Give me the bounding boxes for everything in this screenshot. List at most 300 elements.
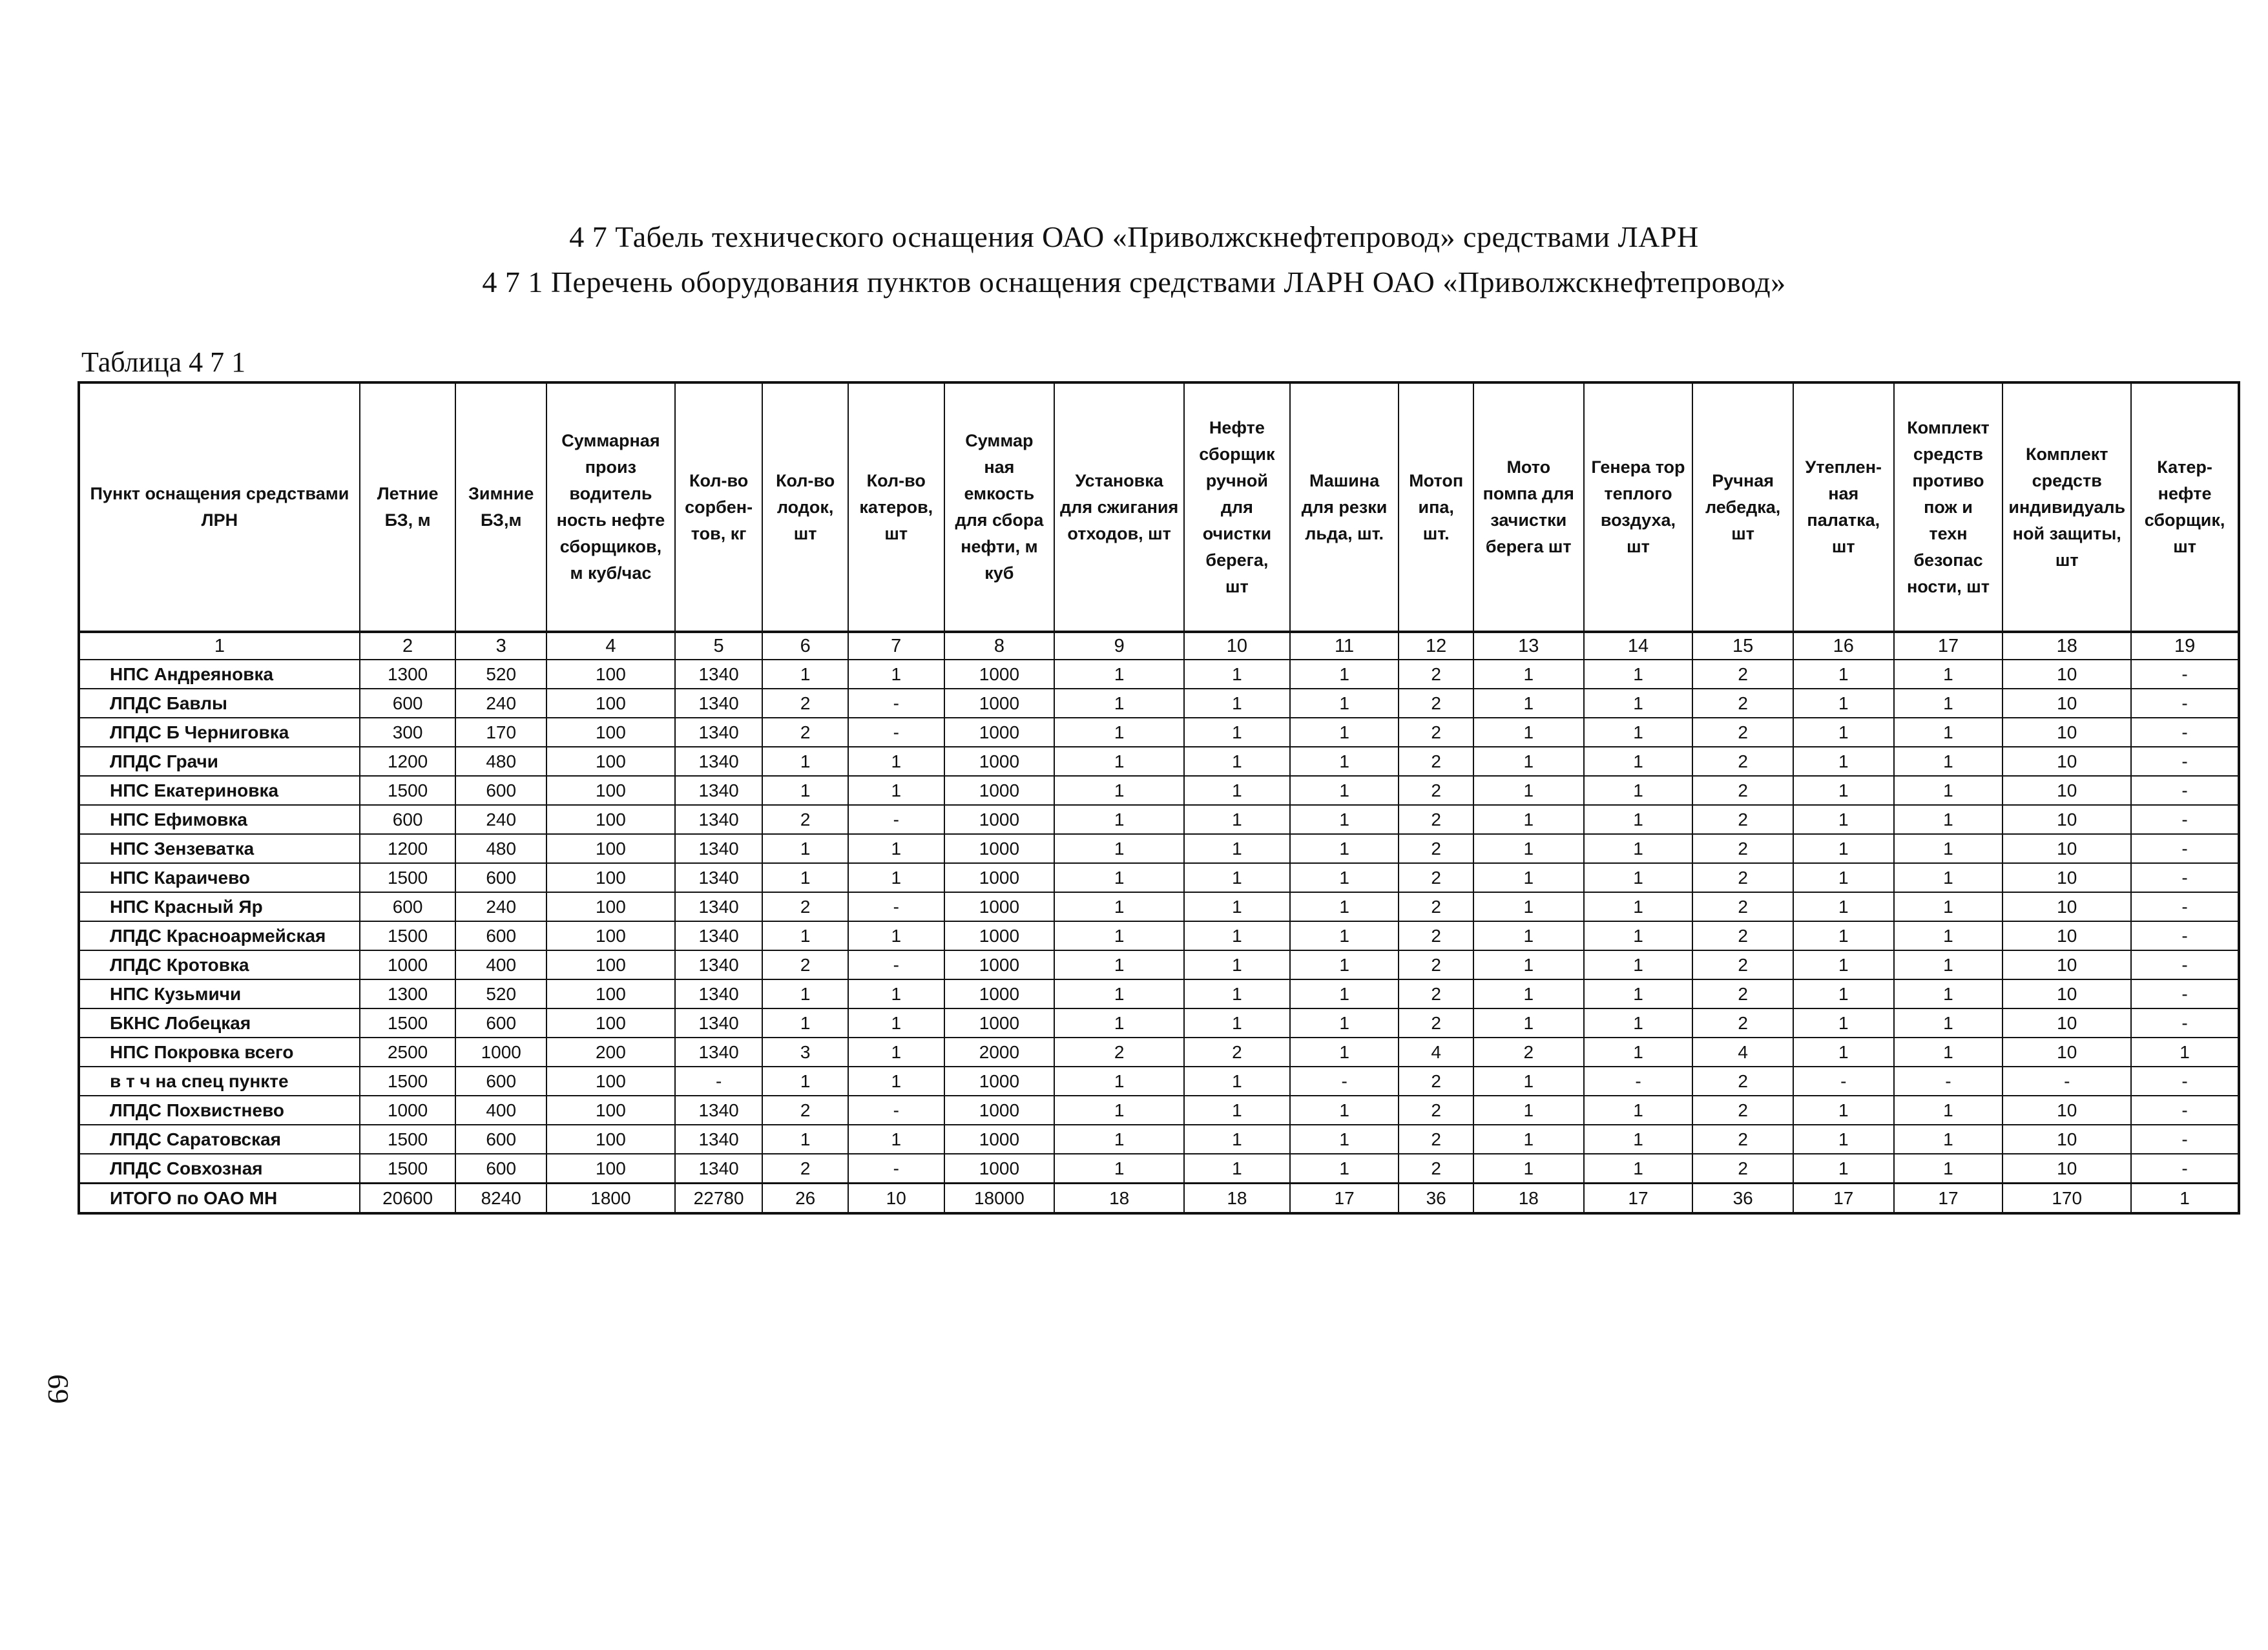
table-cell: 2 [762, 1096, 848, 1125]
table-cell: 1 [1184, 834, 1290, 863]
table-cell: 1340 [675, 1154, 763, 1184]
table-cell: 1340 [675, 892, 763, 921]
column-header: Комплект средств индивидуаль ной защиты, шт [2003, 382, 2131, 632]
table-cell: 100 [546, 950, 675, 979]
column-number: 5 [675, 632, 763, 660]
table-cell: 1800 [546, 1184, 675, 1214]
table-cell: 1 [1184, 892, 1290, 921]
table-cell: 1 [1894, 776, 2003, 805]
table-cell: 1 [1793, 921, 1894, 950]
table-cell: 1 [1054, 979, 1184, 1008]
table-cell: - [848, 892, 944, 921]
table-cell: 1 [1290, 660, 1399, 689]
table-cell: 1 [1793, 892, 1894, 921]
table-cell: - [2131, 805, 2239, 834]
column-header: Летние БЗ, м [360, 382, 456, 632]
table-cell: 10 [2003, 892, 2131, 921]
table-cell: 170 [455, 718, 546, 747]
table-cell: 2 [1692, 979, 1793, 1008]
table-cell: 1000 [944, 660, 1055, 689]
table-cell: 1 [1894, 863, 2003, 892]
table-cell: - [2131, 1125, 2239, 1154]
table-cell: 1 [1584, 805, 1693, 834]
table-cell: 1500 [360, 776, 456, 805]
table-cell: 36 [1692, 1184, 1793, 1214]
column-number: 7 [848, 632, 944, 660]
table-cell: 1 [1473, 1096, 1584, 1125]
table-cell: 18 [1054, 1184, 1184, 1214]
table-cell: 4 [1399, 1038, 1473, 1067]
table-cell: 1 [1054, 1067, 1184, 1096]
table-cell: 17 [1894, 1184, 2003, 1214]
table-cell: 18 [1184, 1184, 1290, 1214]
table-cell: 1 [1793, 689, 1894, 718]
table-cell: 1 [1793, 1154, 1894, 1184]
table-cell: 520 [455, 660, 546, 689]
column-number: 19 [2131, 632, 2239, 660]
table-cell: 1 [1290, 921, 1399, 950]
table-cell: 26 [762, 1184, 848, 1214]
table-cell: 1340 [675, 718, 763, 747]
table-cell: 1 [1793, 805, 1894, 834]
table-cell: 2 [1399, 747, 1473, 776]
table-cell: 10 [2003, 1096, 2131, 1125]
table-cell: 1 [1054, 747, 1184, 776]
table-cell: 1 [1290, 834, 1399, 863]
table-cell: 1000 [944, 1008, 1055, 1038]
table-cell: 1 [1894, 979, 2003, 1008]
table-cell: 1 [1894, 834, 2003, 863]
table-cell: 600 [455, 1125, 546, 1154]
table-cell: 1000 [360, 1096, 456, 1125]
table-cell: 1 [1054, 863, 1184, 892]
table-cell: 1 [1793, 776, 1894, 805]
table-cell: 100 [546, 1096, 675, 1125]
table-cell: 1 [1894, 689, 2003, 718]
table-cell: 1300 [360, 660, 456, 689]
table-cell: 1 [1290, 747, 1399, 776]
table-cell: 1 [762, 834, 848, 863]
table-cell: - [848, 805, 944, 834]
table-cell: 1000 [944, 834, 1055, 863]
column-header: Нефте сборщик ручной для очистки берега, шт [1184, 382, 1290, 632]
table-cell: 1500 [360, 1067, 456, 1096]
table-cell: 1 [1473, 689, 1584, 718]
table-cell: - [1793, 1067, 1894, 1096]
station-name-cell: БКНС Лобецкая [79, 1008, 360, 1038]
station-name-cell: НПС Покровка всего [79, 1038, 360, 1067]
station-name-cell: ЛПДС Б Черниговка [79, 718, 360, 747]
table-cell: 1 [1473, 718, 1584, 747]
table-cell: - [2131, 1008, 2239, 1038]
table-row [79, 689, 2239, 718]
table-row [79, 747, 2239, 776]
table-cell: 1 [1473, 950, 1584, 979]
table-cell: - [848, 718, 944, 747]
table-cell: 1 [762, 747, 848, 776]
table-cell: 400 [455, 950, 546, 979]
table-cell: 1 [1054, 689, 1184, 718]
column-header: Пункт оснащения средствами ЛРН [79, 382, 360, 632]
column-number: 13 [1473, 632, 1584, 660]
column-header: Кол-во лодок, шт [762, 382, 848, 632]
table-cell: 1 [1894, 747, 2003, 776]
table-cell: 1 [1184, 660, 1290, 689]
table-cell: 1 [1054, 1096, 1184, 1125]
table-row [79, 1038, 2239, 1067]
table-cell: 1 [1290, 950, 1399, 979]
table-cell: 1 [1584, 718, 1693, 747]
table-cell: 2 [1054, 1038, 1184, 1067]
table-cell: 1 [848, 776, 944, 805]
table-row [79, 1008, 2239, 1038]
table-cell: 1500 [360, 921, 456, 950]
station-name-cell: ЛПДС Бавлы [79, 689, 360, 718]
table-cell: 1500 [360, 1008, 456, 1038]
table-cell: 1000 [944, 1125, 1055, 1154]
table-cell: 600 [360, 805, 456, 834]
table-cell: 100 [546, 979, 675, 1008]
table-cell: 1 [1584, 1096, 1693, 1125]
table-body [79, 660, 2239, 1213]
table-cell: 1 [1793, 1008, 1894, 1038]
table-cell: 1 [1184, 979, 1290, 1008]
table-cell: 100 [546, 863, 675, 892]
table-cell: 2 [1399, 1067, 1473, 1096]
column-header: Кол-во катеров, шт [848, 382, 944, 632]
table-cell: 2 [762, 718, 848, 747]
table-cell: 100 [546, 805, 675, 834]
table-cell: 10 [2003, 1038, 2131, 1067]
table-cell: 1 [1290, 1096, 1399, 1125]
table-cell: 2 [1399, 979, 1473, 1008]
table-cell: 1 [1184, 863, 1290, 892]
table-cell: - [1894, 1067, 2003, 1096]
column-number: 12 [1399, 632, 1473, 660]
column-header: Мотоп ипа, шт. [1399, 382, 1473, 632]
table-cell: 1000 [944, 1096, 1055, 1125]
table-cell: 1 [1290, 979, 1399, 1008]
table-cell: - [848, 1096, 944, 1125]
table-cell: 10 [2003, 863, 2131, 892]
table-cell: 1 [1290, 718, 1399, 747]
table-cell: 2 [1692, 718, 1793, 747]
table-cell: - [2131, 979, 2239, 1008]
table-cell: 1 [1793, 660, 1894, 689]
table-cell: 1 [1184, 718, 1290, 747]
table-cell: 100 [546, 660, 675, 689]
station-name-cell: ЛПДС Совхозная [79, 1154, 360, 1184]
table-cell: 1 [1054, 805, 1184, 834]
table-cell: 2 [1399, 950, 1473, 979]
table-cell: 1500 [360, 863, 456, 892]
table-cell: 1 [1184, 776, 1290, 805]
column-number-row [79, 632, 2239, 660]
table-cell: 600 [455, 776, 546, 805]
station-name-cell: НПС Кузьмичи [79, 979, 360, 1008]
table-cell: 1 [848, 1125, 944, 1154]
table-cell: 1 [1184, 921, 1290, 950]
table-cell: 1 [762, 921, 848, 950]
column-number: 15 [1692, 632, 1793, 660]
table-cell: 2 [1692, 1067, 1793, 1096]
table-cell: 1000 [944, 979, 1055, 1008]
table-cell: 1 [1054, 718, 1184, 747]
table-cell: - [675, 1067, 763, 1096]
table-cell: 1 [1793, 718, 1894, 747]
table-cell: 1500 [360, 1154, 456, 1184]
table-cell: 1 [1054, 660, 1184, 689]
table-cell: 1 [1184, 1008, 1290, 1038]
table-cell: 1 [1184, 1067, 1290, 1096]
table-cell: 10 [2003, 834, 2131, 863]
table-cell: 1200 [360, 747, 456, 776]
table-cell: 2 [762, 689, 848, 718]
column-header: Зимние БЗ,м [455, 382, 546, 632]
table-cell: 2 [1692, 892, 1793, 921]
table-cell: 1 [1473, 979, 1584, 1008]
table-cell: 170 [2003, 1184, 2131, 1214]
table-cell: 1340 [675, 805, 763, 834]
table-cell: - [2131, 747, 2239, 776]
table-cell: 1 [1584, 979, 1693, 1008]
table-cell: - [1584, 1067, 1693, 1096]
table-cell: 100 [546, 747, 675, 776]
table-cell: 300 [360, 718, 456, 747]
table-cell: - [2003, 1067, 2131, 1096]
table-cell: 1 [2131, 1038, 2239, 1067]
table-cell: 1 [1584, 892, 1693, 921]
table-cell: 1000 [455, 1038, 546, 1067]
column-header: Машина для резки льда, шт. [1290, 382, 1399, 632]
table-cell: 10 [2003, 747, 2131, 776]
table-cell: 1 [848, 747, 944, 776]
table-cell: 1 [2131, 1184, 2239, 1214]
table-cell: 1 [1184, 689, 1290, 718]
table-cell: 1 [1584, 776, 1693, 805]
table-cell: 2 [1399, 834, 1473, 863]
table-cell: 17 [1793, 1184, 1894, 1214]
table-cell: 10 [2003, 921, 2131, 950]
table-cell: 22780 [675, 1184, 763, 1214]
document-title: 4 7 Табель технического оснащения ОАО «Приволжскнефтепровод» средствами ЛАРН [569, 220, 1699, 253]
station-name-cell: НПС Андреяновка [79, 660, 360, 689]
table-cell: 1 [1290, 1008, 1399, 1038]
table-cell: 1200 [360, 834, 456, 863]
table-cell: 1000 [944, 1154, 1055, 1184]
table-row [79, 1154, 2239, 1184]
table-cell: 1 [1584, 1038, 1693, 1067]
table-cell: 1300 [360, 979, 456, 1008]
table-cell: 1 [1894, 660, 2003, 689]
table-cell: 1 [1793, 1096, 1894, 1125]
column-number: 10 [1184, 632, 1290, 660]
table-cell: 1 [1054, 1154, 1184, 1184]
table-row [79, 718, 2239, 747]
column-header: Установка для сжигания отходов, шт [1054, 382, 1184, 632]
table-cell: - [2131, 776, 2239, 805]
table-cell: 1340 [675, 776, 763, 805]
table-cell: 100 [546, 1067, 675, 1096]
station-name-cell: НПС Караичево [79, 863, 360, 892]
table-cell: 10 [2003, 1154, 2131, 1184]
table-cell: 2 [1399, 1154, 1473, 1184]
table-cell: 2 [1399, 921, 1473, 950]
table-cell: 17 [1584, 1184, 1693, 1214]
table-cell: 1340 [675, 979, 763, 1008]
table-row [79, 660, 2239, 689]
table-cell: 1 [848, 863, 944, 892]
table-cell: 1 [848, 921, 944, 950]
column-header: Ручная лебедка, шт [1692, 382, 1793, 632]
table-cell: 17 [1290, 1184, 1399, 1214]
table-cell: - [2131, 921, 2239, 950]
table-cell: 1 [1894, 1096, 2003, 1125]
table-cell: 1 [1793, 863, 1894, 892]
table-row [79, 1125, 2239, 1154]
table-cell: 10 [2003, 776, 2131, 805]
column-number: 9 [1054, 632, 1184, 660]
table-cell: 480 [455, 834, 546, 863]
column-number: 6 [762, 632, 848, 660]
table-cell: 1 [1473, 921, 1584, 950]
table-cell: 2 [1473, 1038, 1584, 1067]
table-cell: 100 [546, 1008, 675, 1038]
table-cell: 1340 [675, 921, 763, 950]
table-cell: 2 [1399, 805, 1473, 834]
table-cell: - [2131, 718, 2239, 747]
table-cell: 400 [455, 1096, 546, 1125]
table-cell: 1 [1584, 921, 1693, 950]
table-cell: 1340 [675, 950, 763, 979]
table-cell: 240 [455, 689, 546, 718]
table-cell: 1 [1184, 747, 1290, 776]
table-cell: 1 [848, 1067, 944, 1096]
table-cell: 1 [1584, 863, 1693, 892]
table-cell: 1 [1473, 1154, 1584, 1184]
table-cell: 1000 [944, 689, 1055, 718]
table-cell: 1 [1054, 834, 1184, 863]
table-cell: 1000 [944, 805, 1055, 834]
table-cell: 1000 [360, 950, 456, 979]
table-cell: - [2131, 892, 2239, 921]
table-cell: 600 [455, 1067, 546, 1096]
station-name-cell: ЛПДС Саратовская [79, 1125, 360, 1154]
table-cell: 1 [1290, 689, 1399, 718]
station-name-cell: НПС Ефимовка [79, 805, 360, 834]
station-name-cell: ЛПДС Кротовка [79, 950, 360, 979]
table-cell: 1 [1584, 660, 1693, 689]
table-cell: 1 [1894, 1038, 2003, 1067]
table-cell: 36 [1399, 1184, 1473, 1214]
table-cell: 1 [1584, 950, 1693, 979]
table-cell: 480 [455, 747, 546, 776]
document-subtitle: 4 7 1 Перечень оборудования пунктов оснащения средствами ЛАРН ОАО «Приволжскнефтепровод» [482, 266, 1786, 298]
table-cell: 1 [1473, 660, 1584, 689]
table-row [79, 1067, 2239, 1096]
station-name-cell: ИТОГО по ОАО МН [79, 1184, 360, 1214]
table-cell: 10 [2003, 689, 2131, 718]
column-header: Комплект средств противо пож и техн безопас ности, шт [1894, 382, 2003, 632]
table-cell: 18 [1473, 1184, 1584, 1214]
table-cell: 1340 [675, 660, 763, 689]
table-cell: 1 [762, 1067, 848, 1096]
table-cell: 100 [546, 1125, 675, 1154]
table-cell: 1 [1473, 805, 1584, 834]
table-cell: 1 [1290, 1038, 1399, 1067]
table-cell: 1 [1184, 1154, 1290, 1184]
table-cell: 240 [455, 892, 546, 921]
table-cell: 1 [1184, 950, 1290, 979]
table-cell: 2 [1692, 660, 1793, 689]
column-number: 2 [360, 632, 456, 660]
table-cell: 1 [1793, 979, 1894, 1008]
table-cell: 1 [848, 1008, 944, 1038]
table-cell: 8240 [455, 1184, 546, 1214]
table-cell: 10 [2003, 1008, 2131, 1038]
table-cell: 10 [2003, 660, 2131, 689]
table-cell: 1 [762, 979, 848, 1008]
table-cell: - [848, 950, 944, 979]
table-row [79, 805, 2239, 834]
table-cell: 10 [848, 1184, 944, 1214]
table-cell: 1 [1793, 747, 1894, 776]
table-row [79, 834, 2239, 863]
table-cell: 1 [1290, 863, 1399, 892]
table-cell: 2 [1399, 718, 1473, 747]
table-cell: 1340 [675, 863, 763, 892]
table-cell: 1 [1584, 747, 1693, 776]
table-cell: 1 [1290, 776, 1399, 805]
table-cell: 1 [848, 1038, 944, 1067]
table-cell: 18000 [944, 1184, 1055, 1214]
table-cell: 1 [848, 979, 944, 1008]
table-row [79, 979, 2239, 1008]
table-cell: 1 [848, 834, 944, 863]
table-cell: - [1290, 1067, 1399, 1096]
table-cell: 1 [1054, 776, 1184, 805]
table-cell: - [2131, 1067, 2239, 1096]
column-number: 1 [79, 632, 360, 660]
table-cell: 1 [1894, 1008, 2003, 1038]
table-label: Таблица 4 7 1 [81, 346, 246, 378]
table-cell: 1 [1054, 1125, 1184, 1154]
table-cell: 100 [546, 718, 675, 747]
table-cell: 100 [546, 776, 675, 805]
table-cell: 2 [1692, 776, 1793, 805]
table-header-row [79, 382, 2239, 632]
column-header: Утеплен- ная палатка, шт [1793, 382, 1894, 632]
table-cell: - [2131, 863, 2239, 892]
column-header: Кол-во сорбен- тов, кг [675, 382, 763, 632]
column-header: Суммарная произ водитель ность нефте сборщиков, м куб/час [546, 382, 675, 632]
table-cell: 1 [1584, 1154, 1693, 1184]
table-cell: 1 [1473, 834, 1584, 863]
table-cell: 600 [455, 921, 546, 950]
table-cell: 100 [546, 834, 675, 863]
table-cell: 1 [1793, 1038, 1894, 1067]
station-name-cell: НПС Зензеватка [79, 834, 360, 863]
table-cell: 1 [1290, 1154, 1399, 1184]
table-cell: 2 [1399, 1096, 1473, 1125]
table-cell: 2 [1692, 863, 1793, 892]
table-cell: 520 [455, 979, 546, 1008]
table-cell: 10 [2003, 718, 2131, 747]
table-cell: - [2131, 1154, 2239, 1184]
table-cell: 1 [762, 863, 848, 892]
table-cell: 10 [2003, 805, 2131, 834]
table-cell: - [2131, 834, 2239, 863]
